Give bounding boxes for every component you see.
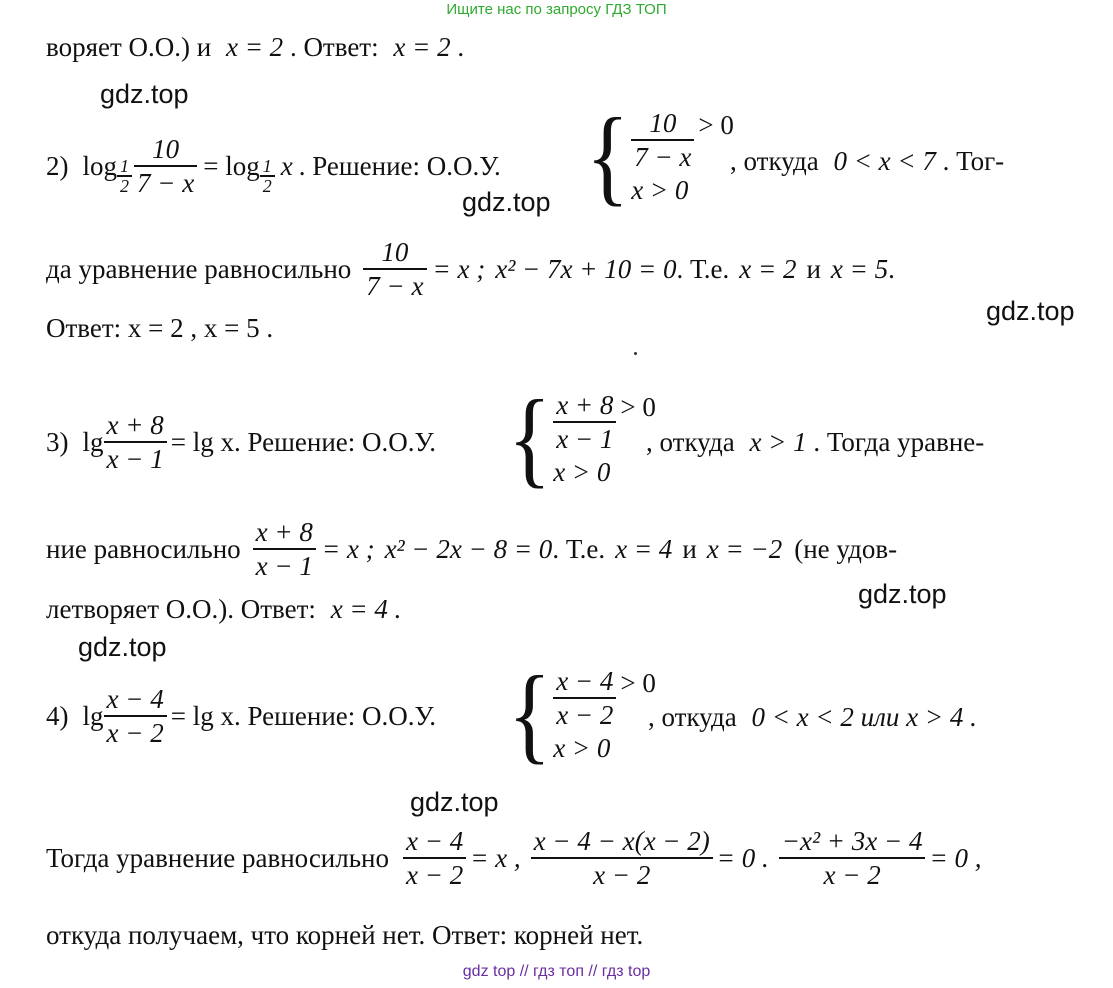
p4-f2: [531, 825, 713, 891]
p4-sys-den: x − 2: [556, 700, 614, 730]
p2-answer: Ответ: x = 2 , x = 5 .: [46, 313, 274, 343]
p3-line2-ie: . Т.е.: [552, 534, 606, 564]
watermark: gdz.top: [410, 787, 499, 817]
p2-base-num: 1: [117, 157, 132, 177]
p3-line2-root1: x = 4: [615, 534, 673, 564]
p4-f1-rhs: = x ,: [470, 843, 521, 873]
watermark: gdz.top: [858, 579, 947, 609]
p4-system-row1: [553, 665, 656, 731]
p3-number: 3): [46, 427, 69, 457]
p3-line2-text: ние равносильно: [46, 534, 241, 564]
p3-line3-eq: x = 4 .: [330, 594, 402, 624]
p3-line3-text: летворяет О.О.). Ответ:: [46, 594, 316, 624]
p2-line2-text: да уравнение равносильно: [46, 254, 352, 284]
p2-line2-frac-den: 7 − x: [366, 271, 424, 301]
p3-line2: [46, 514, 897, 584]
p3-system: [508, 374, 656, 504]
p2-line2-fraction: [363, 236, 426, 302]
p1-line: [46, 30, 464, 64]
p3-frac-num: x + 8: [104, 409, 167, 443]
p3-eq: = lg x: [170, 427, 234, 457]
watermark: gdz.top: [462, 187, 551, 217]
p3-line2-and: и: [682, 534, 697, 564]
p3-sys-num: x + 8: [553, 389, 616, 423]
p3-line2-root2: x = −2: [706, 534, 783, 564]
p2-line1-end: [730, 144, 1004, 178]
p4-cond: 0 < x < 2 или x > 4 .: [751, 702, 977, 732]
watermark: gdz.top: [986, 296, 1075, 326]
p2-log-base: [117, 157, 132, 195]
p2-interval: 0 < x < 7: [833, 146, 936, 176]
p4-f3-den: x − 2: [823, 860, 881, 890]
p3-system-row1: [553, 389, 656, 455]
p4-system-brace: {: [508, 655, 552, 774]
p3-sys-fraction: [553, 389, 616, 455]
watermark: gdz.top: [78, 632, 167, 662]
p2-sys-num: 10: [631, 107, 694, 141]
p3-line2-quadratic: x² − 2x − 8 = 0: [384, 534, 553, 564]
p1-answer-label: . Ответ:: [289, 32, 379, 62]
p2-line2-eq: = x ;: [432, 254, 486, 284]
p2-frac-den: 7 − x: [137, 168, 195, 198]
p2-line2-frac-num: 10: [363, 236, 426, 270]
p2-sys-fraction: [631, 107, 694, 173]
p3-line1: [46, 402, 436, 482]
p2-system: [586, 92, 734, 222]
p4-f2-num: x − 4 − x(x − 2): [531, 825, 713, 859]
p4-f1-den: x − 2: [405, 860, 464, 890]
p2-system-brace: {: [586, 97, 630, 216]
p2-then: . Тог-: [942, 146, 1005, 176]
p4-f3-num: −x² + 3x − 4: [779, 825, 926, 859]
p2-solution-label: . Решение: О.О.У.: [298, 151, 501, 181]
p3-line2-eq: = x ;: [321, 534, 375, 564]
p3-sys-den: x − 1: [556, 424, 614, 454]
p1-eq2: x = 2: [393, 32, 451, 62]
p2-line2: [46, 234, 895, 304]
p4-fraction: [104, 683, 167, 749]
p4-sys-num: x − 4: [553, 665, 616, 699]
p4-f1: [403, 825, 466, 891]
p1-end: .: [457, 32, 465, 62]
p4-solution-label: . Решение: О.О.У.: [233, 701, 436, 731]
p2-frac-num: 10: [134, 133, 197, 167]
p2-sys-row2: x > 0: [631, 175, 689, 205]
p4-line2-text: Тогда уравнение равносильно: [46, 843, 389, 873]
p2-base-den: 2: [120, 176, 130, 196]
p3-line2-frac-num: x + 8: [253, 516, 316, 550]
p4-f3: [779, 825, 926, 891]
p3-line2-end: (не удов-: [794, 534, 898, 564]
p2-line2-end: .: [888, 254, 895, 284]
p4-sys-fraction: [553, 665, 616, 731]
p2-base-den-2: 2: [262, 176, 272, 196]
p2-line2-root2: x = 5: [830, 254, 889, 284]
p3-fraction: [104, 409, 167, 475]
p4-f1-num: x − 4: [403, 825, 466, 859]
p2-sys-rel: > 0: [698, 110, 734, 140]
p4-sys-rel: > 0: [620, 668, 656, 698]
p2-fraction: [134, 133, 197, 199]
p2-rhs-x: x: [280, 151, 293, 181]
p3-solution-label: . Решение: О.О.У.: [233, 427, 436, 457]
p2-log-base-2: [260, 157, 275, 195]
p4-frac-num: x − 4: [104, 683, 167, 717]
p4-frac-den: x − 2: [106, 718, 164, 748]
p1-eq1: x = 2: [225, 32, 284, 62]
p2-line1: [46, 126, 501, 206]
p4-line3: откуда получаем, что корней нет. Ответ: корней нет.: [46, 920, 644, 950]
p3-system-brace: {: [508, 379, 552, 498]
p3-line2-fraction: [253, 516, 316, 582]
p3-line2-frac-den: x − 1: [255, 551, 313, 581]
p4-eq: = lg x: [170, 701, 234, 731]
p4-line2: [46, 818, 981, 898]
p1-text: воряет О.О.) и: [46, 32, 212, 62]
p2-system-row1: [631, 107, 734, 173]
p4-number: 4): [46, 701, 69, 731]
p3-lg: lg: [82, 427, 104, 457]
p3-frac-den: x − 1: [106, 444, 164, 474]
p4-f2-rhs: = 0 .: [716, 843, 769, 873]
p2-line2-and: и: [806, 254, 821, 284]
p3-line3: [46, 592, 401, 626]
p3-system-rows: [553, 389, 656, 489]
p4-system-rows: [553, 665, 656, 765]
p4-line1: [46, 676, 436, 756]
p4-system: [508, 650, 656, 780]
p3-cond: x > 1: [749, 427, 807, 457]
p2-system-rows: [631, 107, 734, 207]
p2-log: log: [82, 151, 118, 181]
p4-f3-rhs: = 0 ,: [929, 843, 982, 873]
p2-line2-quadratic: x² − 7x + 10 = 0: [495, 254, 677, 284]
p4-whence: , откуда: [648, 702, 737, 732]
p3-whence: , откуда: [646, 427, 735, 457]
p2-eq: = log: [203, 151, 260, 181]
p4-lg: lg: [82, 701, 104, 731]
p2-number: 2): [46, 151, 69, 181]
p2-line2-root1: x = 2: [739, 254, 797, 284]
top-banner[interactable]: Ищите нас по запросу ГДЗ ТОП: [446, 1, 667, 18]
p4-line1-end: [648, 700, 977, 734]
p4-f2-den: x − 2: [593, 860, 651, 890]
bottom-banner[interactable]: gdz top // гдз топ // гдз top: [462, 963, 651, 980]
p3-line1-end: [646, 425, 984, 459]
p2-base-num-2: 1: [260, 157, 275, 177]
p3-sys-rel: > 0: [620, 392, 656, 422]
p2-sys-den: 7 − x: [634, 142, 692, 172]
watermark: gdz.top: [100, 79, 189, 109]
p3-sys-row2: x > 0: [553, 457, 611, 487]
p2-whence: , откуда: [730, 146, 819, 176]
p3-then: . Тогда уравне-: [813, 427, 985, 457]
p2-line2-ie: . Т.е.: [676, 254, 730, 284]
p4-sys-row2: x > 0: [553, 733, 611, 763]
speck: [634, 352, 637, 355]
